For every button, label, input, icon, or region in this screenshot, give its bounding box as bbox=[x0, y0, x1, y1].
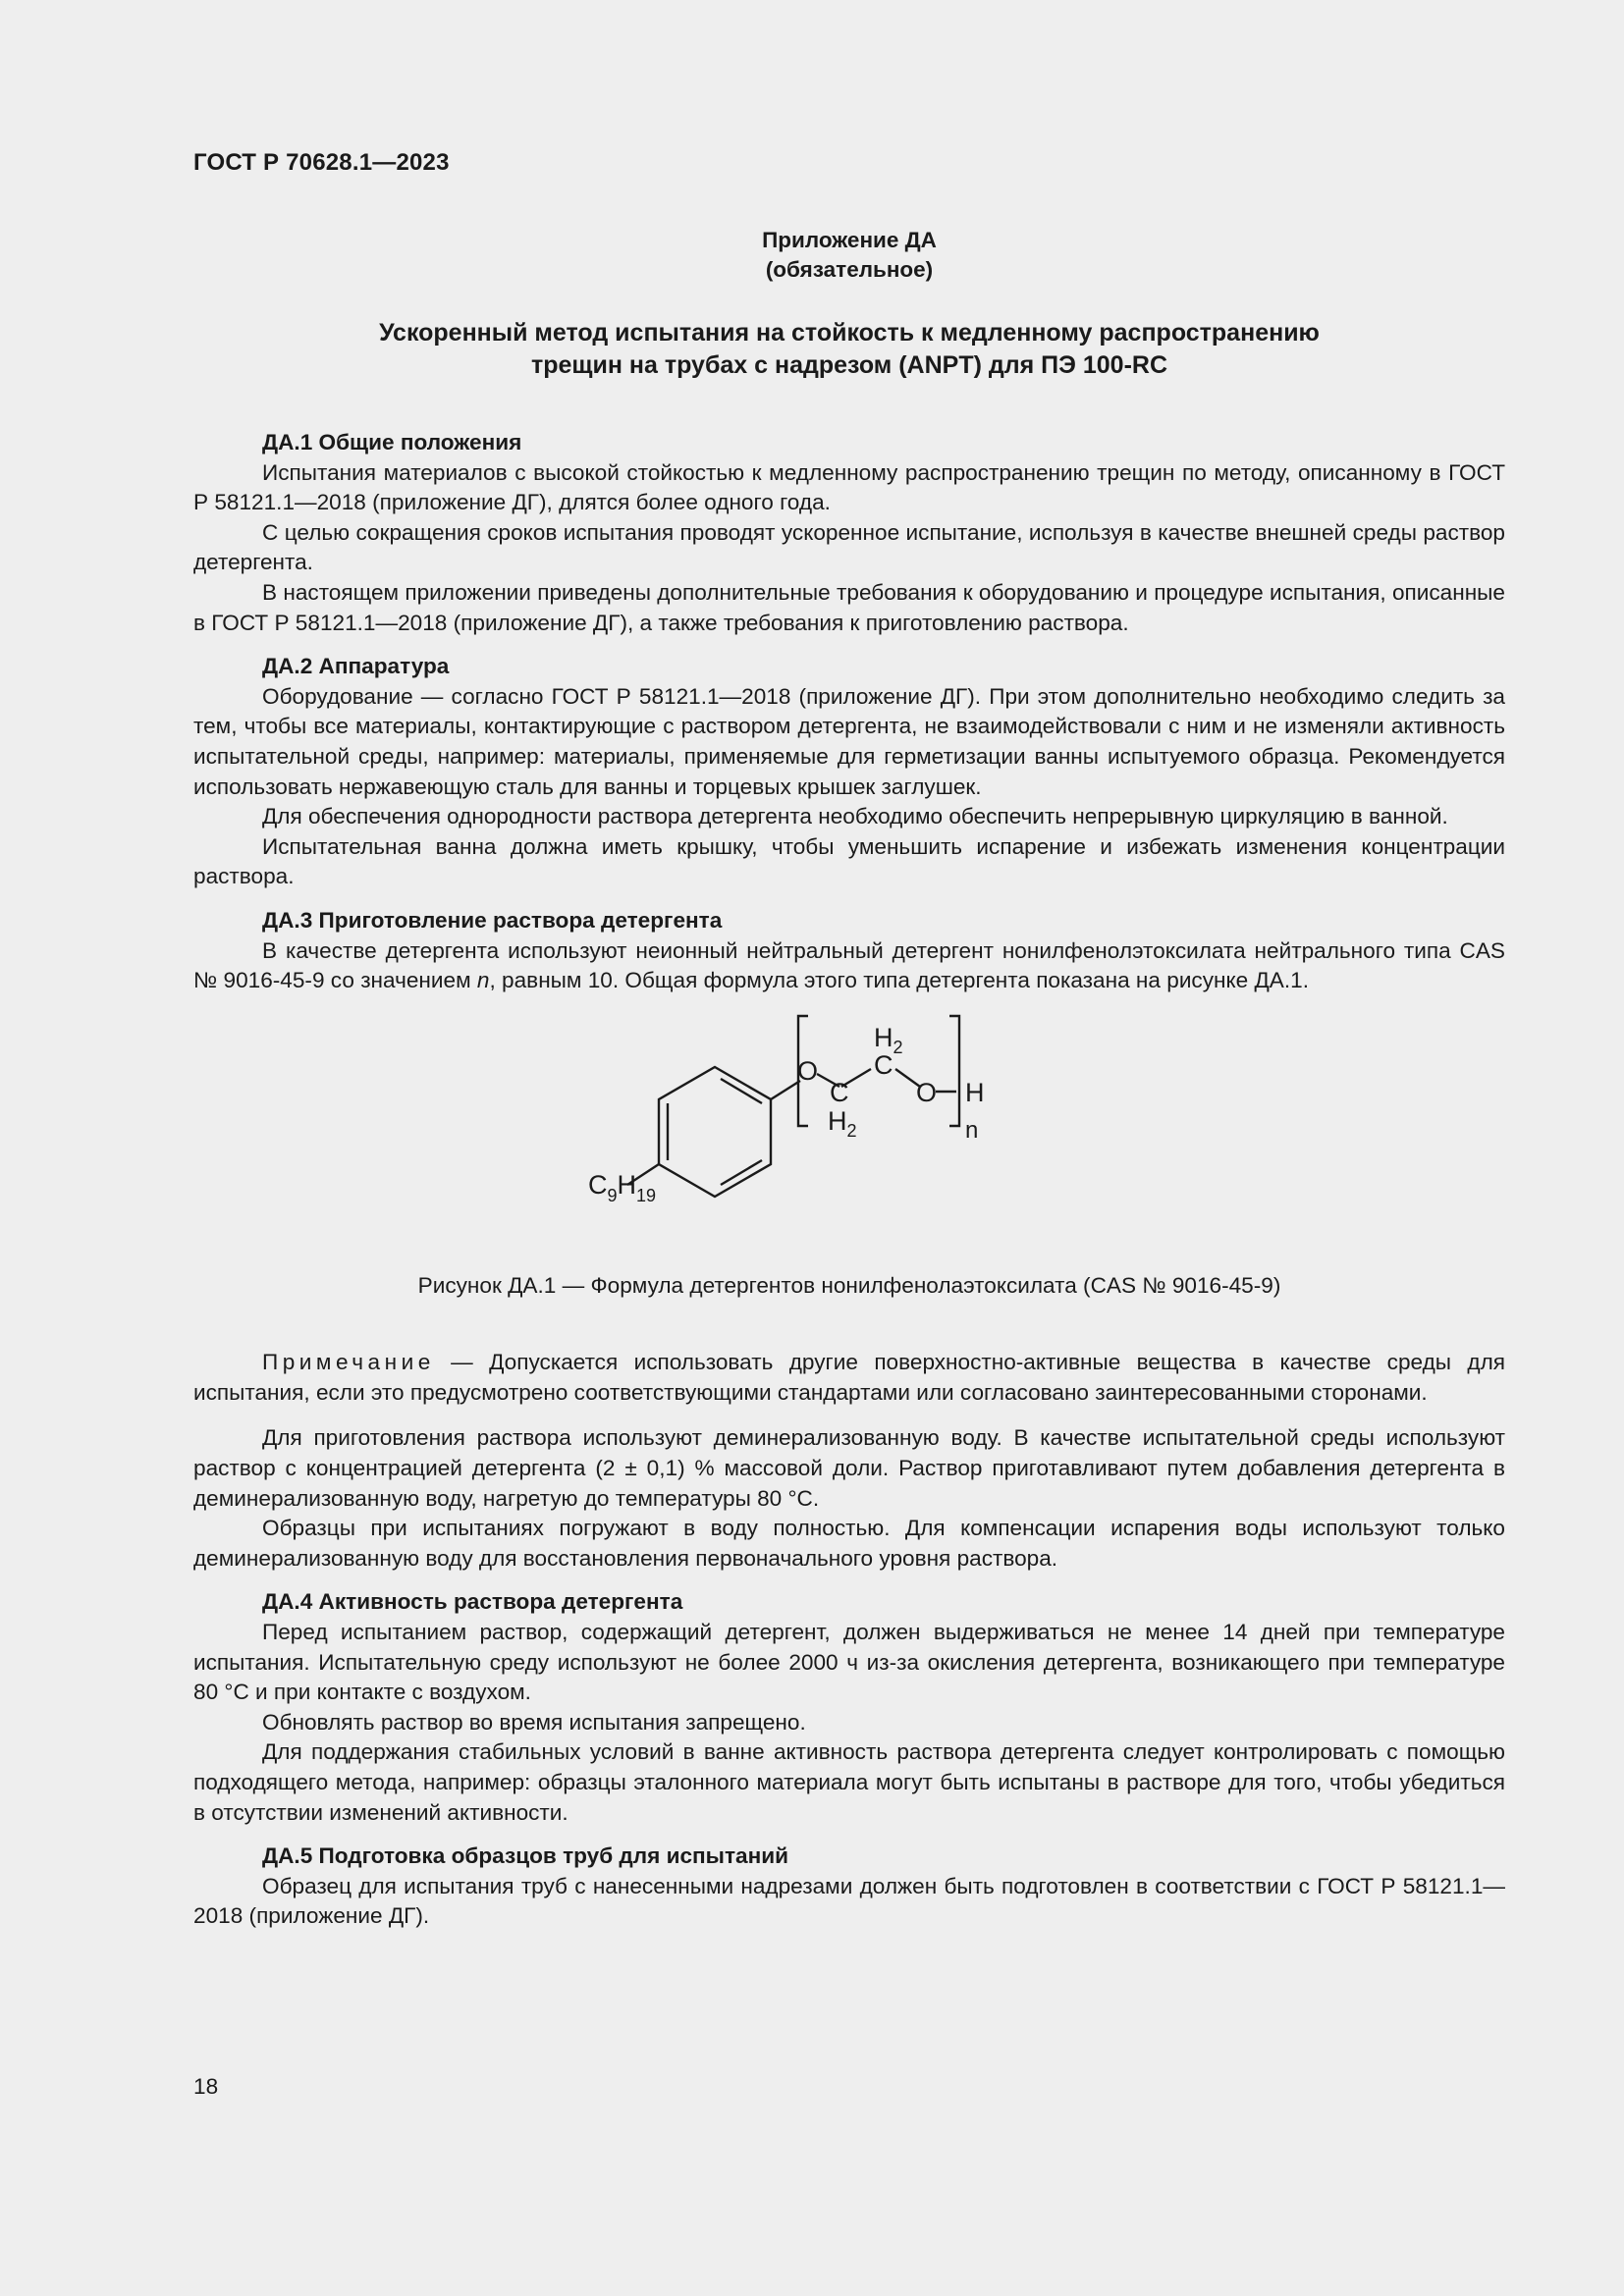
section-heading-da3: ДА.3 Приготовление раствора детергента bbox=[262, 907, 723, 933]
section-heading-da5: ДА.5 Подготовка образцов труб для испытаний bbox=[262, 1843, 789, 1869]
annex-status: (обязательное) bbox=[765, 257, 934, 282]
paragraph: Испытательная ванна должна иметь крышку, чтобы уменьшить испарение и избежать изменения концентрации раствора. bbox=[193, 833, 1505, 889]
paragraph: Испытания материалов с высокой стойкостью к медленному распространению трещин по методу, описанному в ГОСТ Р 58121.1—2018 (приложение ДГ), длятся более одного года. bbox=[193, 459, 1505, 515]
paragraph-text: , равным 10. Общая формула этого типа детергента показана на рисунке ДА.1. bbox=[489, 968, 1309, 993]
benzene-ring bbox=[627, 1016, 959, 1197]
paragraph: Обновлять раствор во время испытания запрещено. bbox=[262, 1709, 806, 1735]
atom-oxygen-2: O bbox=[916, 1077, 938, 1107]
paragraph: Образцы при испытаниях погружают в воду полностью. Для компенсации испарения воды используют только деминерализованную воду для восстановления первоначального уровня раствора. bbox=[193, 1516, 1505, 1571]
annex-heading bbox=[193, 226, 1505, 285]
annex-title: Приложение ДА bbox=[762, 228, 937, 252]
paragraph: Оборудование — согласно ГОСТ Р 58121.1—2018 (приложение ДГ). При этом дополнительно необходимо следить за тем, чтобы все материалы, контактирующие с раствором детергента, не взаимодействовали с ним и не изменяли активность испытательной среды, например: материалы, применяемые для герметизации ванны испытуемого образца. Рекомендуется использовать нержавеющую сталь для ванны и торцевых крышек заглушек. bbox=[193, 683, 1505, 799]
note-text: Допускается использовать другие поверхностно-активные вещества в качестве среды для испытания, если это предусмотрено соответствующими стандартами или согласовано заинтересованными сторонами. bbox=[193, 1350, 1505, 1405]
chemical-structure-diagram bbox=[576, 1008, 1126, 1224]
repeat-unit-n: n bbox=[965, 1116, 979, 1144]
substituent-c9h19: $C_9H_{19}$ bbox=[588, 1169, 657, 1205]
atom-oxygen-1: O bbox=[797, 1055, 819, 1086]
document-id-header: ГОСТ Р 70628.1—2023 bbox=[193, 149, 450, 176]
variable-n: n bbox=[476, 968, 490, 993]
main-title-line-2: трещин на трубах с надрезом (ANPT) для ПЭ 100-RC bbox=[530, 351, 1168, 379]
paragraph: Образец для испытания труб с нанесенными надрезами должен быть подготовлен в соответствии с ГОСТ Р 58121.1—2018 (приложение ДГ). bbox=[193, 1873, 1505, 1929]
atom-carbon-1: C bbox=[830, 1077, 849, 1107]
page-number: 18 bbox=[193, 2074, 219, 2099]
figure-da1 bbox=[193, 996, 1505, 1271]
figure-caption: Рисунок ДА.1 — Формула детергентов нонилфенолаэтоксилата (CAS № 9016-45-9) bbox=[417, 1272, 1281, 1298]
note bbox=[193, 1348, 1505, 1408]
paragraph-text: В качестве детергента используют неионный нейтральный детергент нонилфенолэтоксилата нейтрального типа CAS № 9016-45-9 со значением bbox=[193, 937, 1505, 993]
atom-carbon-2: C bbox=[874, 1049, 893, 1080]
atom-h2-lower: $H_2$ bbox=[828, 1105, 857, 1141]
paragraph: Для обеспечения однородности раствора детергента необходимо обеспечить непрерывную циркуляцию в ванной. bbox=[262, 804, 1448, 829]
atom-hydrogen-end: H bbox=[965, 1077, 985, 1107]
note-dash: — bbox=[434, 1350, 490, 1375]
section-heading-da1: ДА.1 Общие положения bbox=[262, 430, 522, 454]
section-heading-da2: ДА.2 Аппаратура bbox=[262, 654, 450, 679]
paragraph: Для приготовления раствора используют деминерализованную воду. В качестве испытательной среды используют раствор с концентрацией детергента (2 ± 0,1) % массовой доли. Раствор приготавливают путем добавления детергента в деминерализованную воду, нагретую до температуры 80 °С. bbox=[193, 1425, 1505, 1511]
document-body bbox=[193, 428, 1505, 1932]
annex-main-title bbox=[193, 317, 1505, 382]
section-heading-da4: ДА.4 Активность раствора детергента bbox=[262, 1589, 683, 1615]
paragraph: В настоящем приложении приведены дополнительные требования к оборудованию и процедуре испытания, описанные в ГОСТ Р 58121.1—2018 (приложение ДГ), а также требования к приготовлению раствора. bbox=[193, 579, 1505, 635]
atom-h2-upper: $H_2$ bbox=[874, 1022, 903, 1057]
note-label: Примечание bbox=[262, 1350, 435, 1375]
paragraph: С целью сокращения сроков испытания проводят ускоренное испытание, используя в качестве внешней среды раствор детергента. bbox=[193, 519, 1505, 575]
paragraph: Перед испытанием раствор, содержащий детергент, должен выдерживаться не менее 14 дней при температуре испытания. Испытательную среду используют не более 2000 ч из-за окисления детергента, возникающего при температуре 80 °С и при контакте с воздухом. bbox=[193, 1620, 1505, 1705]
paragraph: Для поддержания стабильных условий в ванне активность раствора детергента следует контролировать с помощью подходящего метода, например: образцы эталонного материала могут быть испытаны в растворе для того, чтобы убедиться в отсутствии изменений активности. bbox=[193, 1739, 1505, 1825]
main-title-line-1: Ускоренный метод испытания на стойкость к медленному распространению bbox=[379, 319, 1320, 347]
paragraph bbox=[193, 936, 1505, 996]
